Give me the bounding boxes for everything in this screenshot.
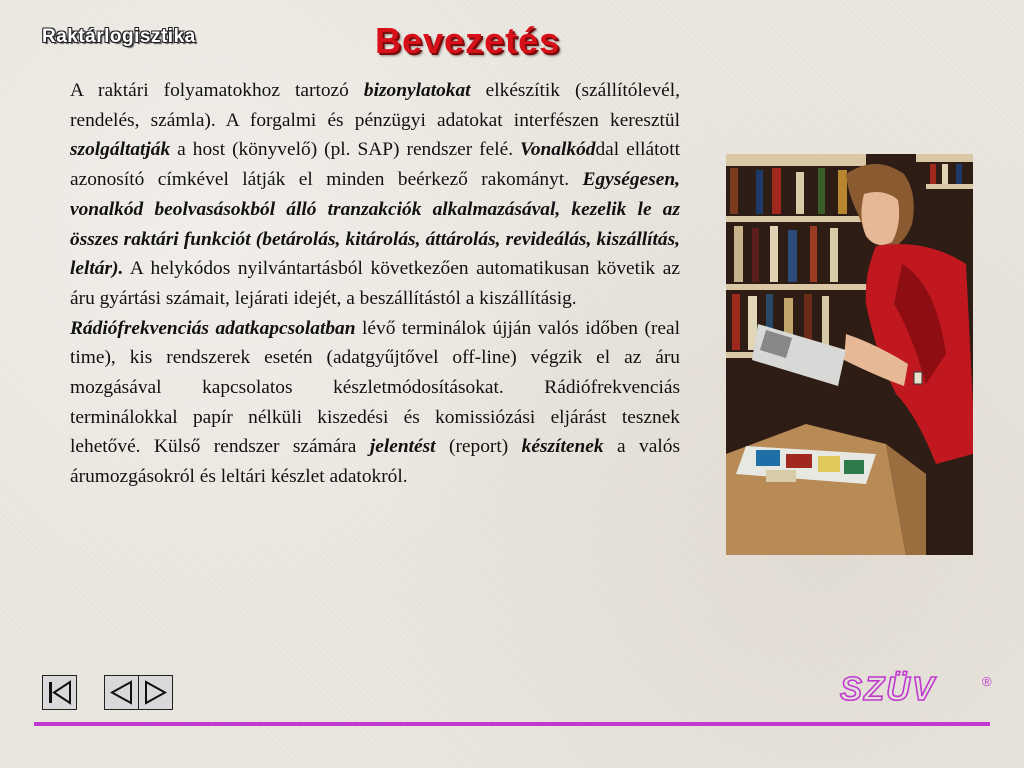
emphasis-text: Egységesen, vonalkód beolvasásokból álló tranzakciók alkalmazásával, kezelik le az összes raktári funkciót (betárolás, kitárolás, áttárolás, revideálás, kiszállítás, leltár). — [70, 169, 680, 280]
page-title: Bevezetés — [375, 20, 561, 61]
worker-scanning-books-photo — [726, 154, 973, 555]
szuv-logo — [836, 668, 998, 713]
skip-to-first-icon — [43, 676, 76, 709]
first-slide-button[interactable] — [42, 675, 77, 710]
body-text: A helykódos nyilvántartásból következően automatikusan követik az áru gyártási számait, lejárati idejét, a beszállítástól a kiszállításig. — [70, 258, 680, 309]
main-text — [70, 76, 680, 492]
body-text: dal ellátott azonosító címkével látják el minden beérkező rakományt. — [70, 139, 680, 191]
emphasis-text: szolgáltatják — [70, 139, 171, 161]
emphasis-text: Vonalkód — [520, 139, 596, 161]
emphasis-text: jelentést — [369, 436, 436, 458]
emphasis-text: Rádiófrekvenciás adatkapcsolatban — [70, 317, 356, 339]
paragraph-radio-frequency — [70, 314, 680, 492]
bottom-divider — [34, 722, 990, 726]
emphasis-text: bizonylatokat — [363, 80, 471, 101]
body-text: elkészítik (szállítólevél, rendelés, számla). A forgalmi és pénzügyi adatokat interfészen keresztül — [70, 80, 680, 131]
previous-triangle-icon — [105, 676, 138, 709]
next-triangle-icon — [139, 676, 172, 709]
registered-mark: ® — [982, 674, 992, 689]
emphasis-text: készítenek — [521, 436, 604, 458]
next-slide-button[interactable] — [138, 675, 173, 710]
paragraph-barcode — [70, 76, 680, 314]
previous-slide-button[interactable] — [104, 675, 139, 710]
body-text: A raktári folyamatokhoz tartozó — [70, 80, 364, 101]
logo-text: SZÜV — [840, 670, 937, 707]
body-text: a host (könyvelő) (pl. SAP) rendszer felé. — [170, 139, 521, 161]
app-brand: Raktárlogisztika — [42, 26, 196, 47]
body-text: a valós árumozgásokról és leltári készlet adatokról. — [70, 436, 680, 488]
body-text: lévő terminálok újján valós időben (real time), kis rendszerek esetén (adatgyűjtővel off-line) végzik el az áru mozgásával kapcsolatos készletmódosításokat. Rádiófrekvenciás terminálokkal papír nélküli kiszedési és komissiózási eljárást tesznek lehetővé. Külső rendszer számára — [70, 317, 680, 458]
body-text: (report) — [435, 436, 522, 458]
